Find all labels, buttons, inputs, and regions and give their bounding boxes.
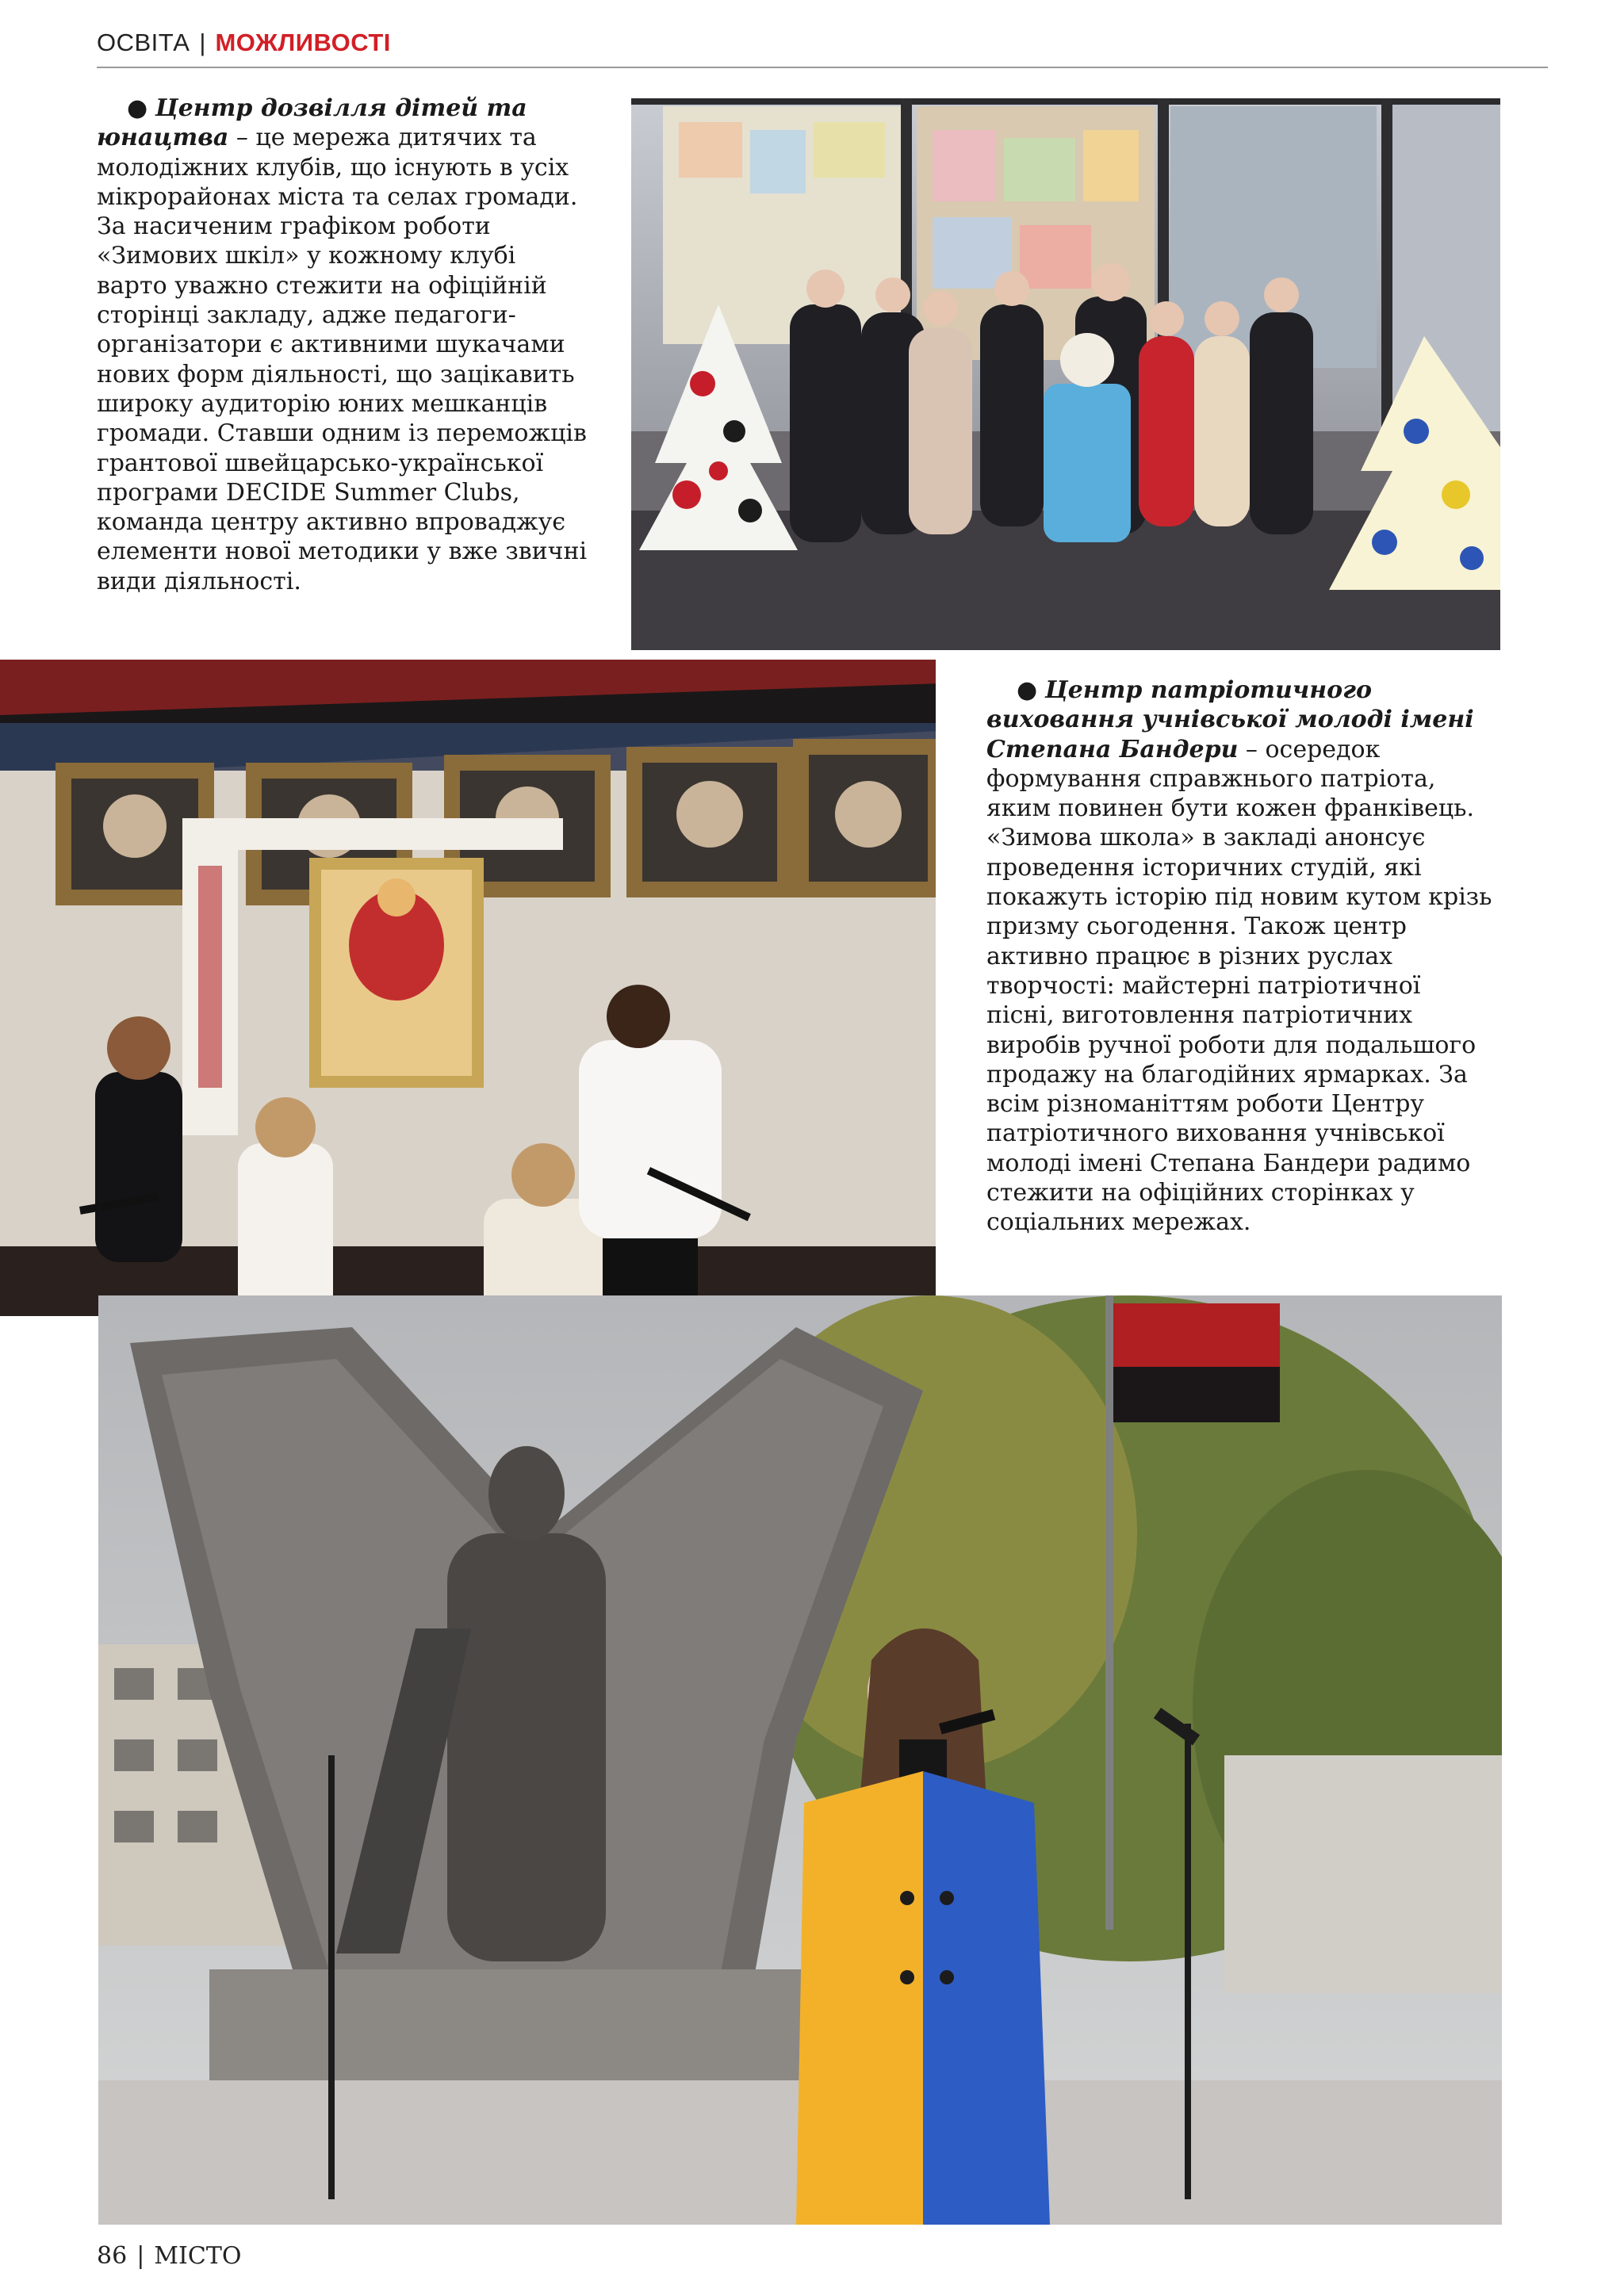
photo-youth-group-winter [631,98,1500,650]
paragraph-lead: Центр дозвілля дітей та юнацтва [97,94,527,152]
photo-singer-at-monument [98,1295,1502,2225]
magazine-title: МІСТО [154,2242,242,2270]
article-paragraph-youth-center [97,94,588,596]
bullet: ● [127,94,148,122]
bullet: ● [1017,676,1038,704]
paragraph-body: – осередок формування справжнього патріота, яким повинен бути кожен франківець. «Зимова школа» в закладі анонсує проведення історичних студій, які покажуть історію під новим кутом крізь призму сьогодення. Також центр активно працює в різних руслах творчості: майстерні патріотичної пісні, виготовлення патріотичних виробів ручної роботи для подальшого продажу на благодійних ярмарках. За всім різноманіттям роботи Центру патріотичного виховання учнівської молоді імені Степана Бандери радимо стежити на офіційних сторінках у соціальних мережах. [986,735,1492,1237]
paragraph-body: – це мережа дитячих та молодіжних клубів, що існують в усіх мікрорайонах міста та селах громади. За насиченим графіком роботи «Зимових шкіл» у кожному клубі варто уважно стежити на офіційній сторінці закладу, адже педагоги-організатори є активними шукачами нових форм діяльності, що зацікавить широку аудиторію юних мешканців громади. Ставши одним із переможців грантової швейцарсько-української програми DECIDE Summer Clubs, команда центру активно впроваджує елементи нової методики у вже звичні види діяльності. [97,124,588,595]
section-label: ОСВІТА [97,29,190,56]
photo-icon-ceremony [0,660,940,1321]
article-paragraph-patriotic-center [986,675,1494,1238]
paragraph-lead: Центр патріотичного виховання учнівської молоді імені Степана Бандери [986,676,1474,763]
page-number: 86 [97,2242,128,2270]
header-separator: | [199,29,206,56]
page-header [97,29,1548,67]
rubric-label: МОЖЛИВОСТІ [215,29,391,56]
header-divider [97,67,1548,68]
footer-separator: | [136,2242,145,2270]
page-footer [97,2241,241,2272]
